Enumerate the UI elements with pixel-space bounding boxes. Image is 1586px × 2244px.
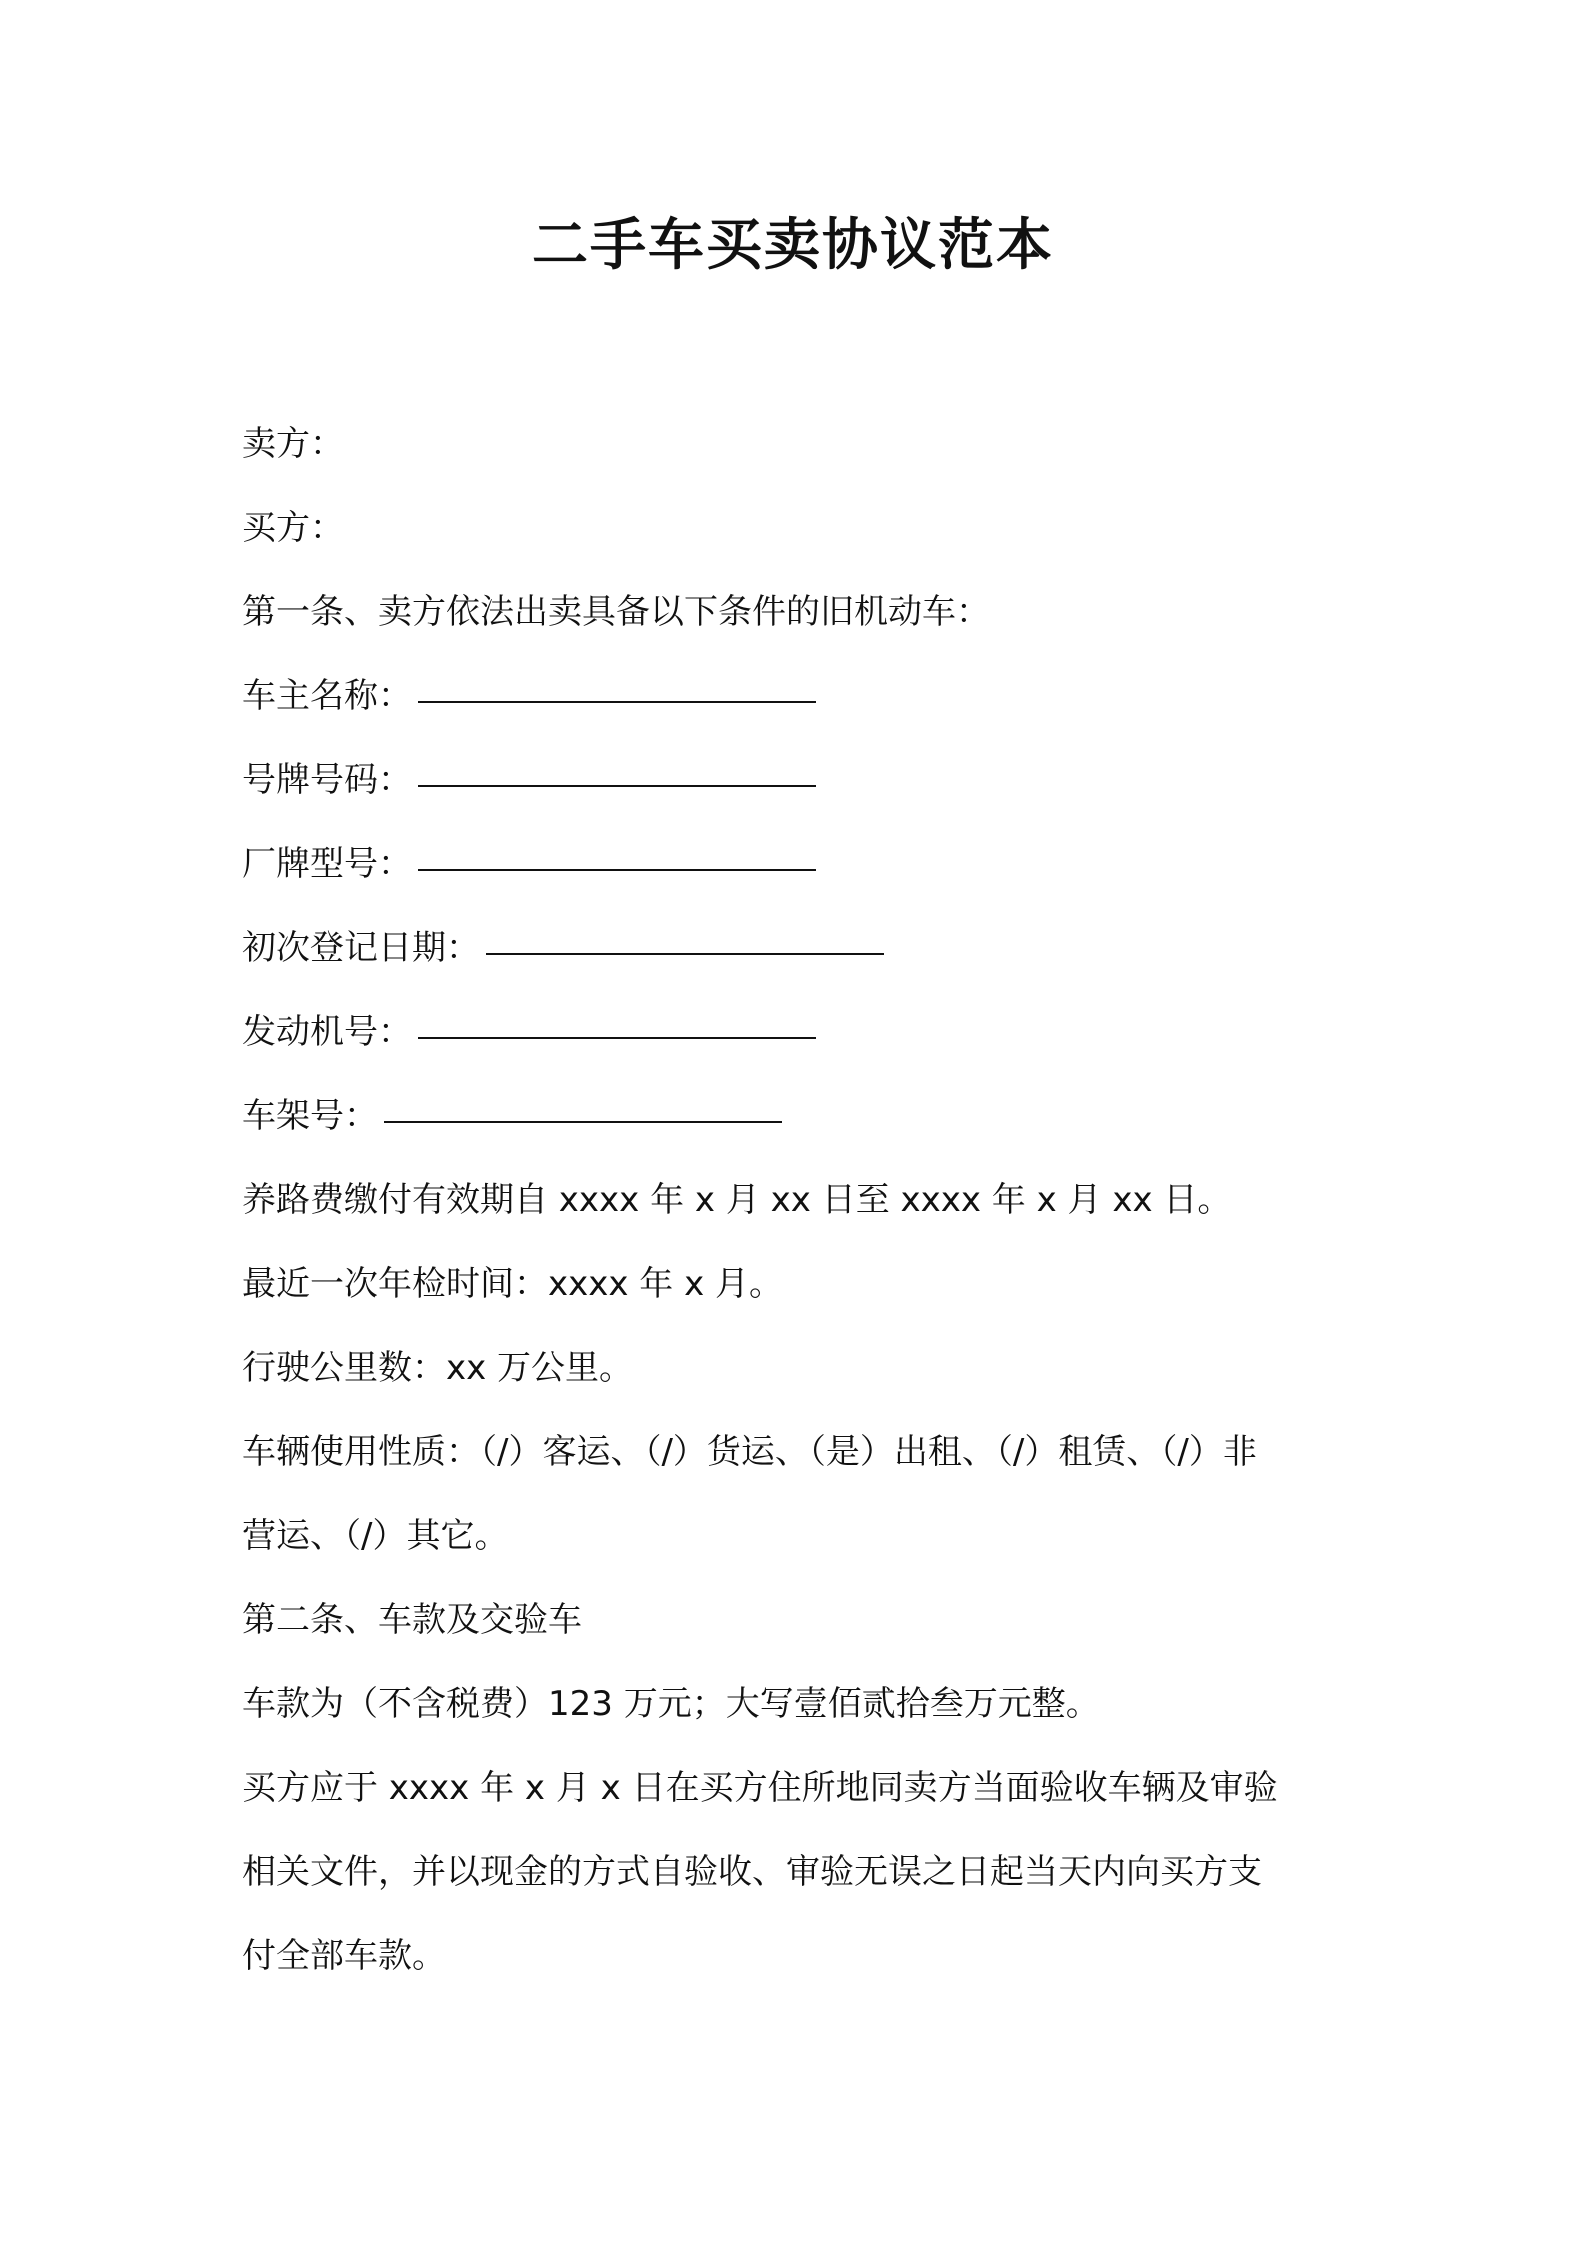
fill-in-blank	[418, 701, 816, 703]
field-label: 车主名称：	[242, 676, 412, 716]
article1-heading: 第一条、卖方依法出卖具备以下条件的旧机动车：	[242, 592, 990, 632]
document-body	[242, 402, 1362, 1998]
field-plate-number	[242, 738, 1362, 822]
usage-line-1: 车辆使用性质：（/）客运、（/）货运、（是）出租、（/）租赁、（/）非	[242, 1432, 1257, 1472]
field-engine-number	[242, 990, 1362, 1074]
payment-line-2: 相关文件，并以现金的方式自验收、审验无误之日起当天内向买方支	[242, 1852, 1262, 1892]
field-label: 发动机号：	[242, 1012, 412, 1052]
field-label: 车架号：	[242, 1096, 378, 1136]
field-frame-number	[242, 1074, 1362, 1158]
seller-line: 卖方：	[242, 424, 344, 464]
fill-in-blank	[418, 1037, 816, 1039]
field-owner-name	[242, 654, 1362, 738]
field-label: 号牌号码：	[242, 760, 412, 800]
buyer-line: 买方：	[242, 508, 344, 548]
document-title: 二手车买卖协议范本	[532, 213, 1054, 278]
fill-in-blank	[418, 785, 816, 787]
price-line: 车款为（不含税费）123 万元；大写壹佰贰拾叁万元整。	[242, 1684, 1100, 1724]
article2-heading: 第二条、车款及交验车	[242, 1600, 582, 1640]
payment-line-1: 买方应于 xxxx 年 x 月 x 日在买方住所地同卖方当面验收车辆及审验	[242, 1768, 1278, 1808]
last-inspection-line: 最近一次年检时间：xxxx 年 x 月。	[242, 1264, 784, 1304]
field-brand-model	[242, 822, 1362, 906]
payment-line-3: 付全部车款。	[242, 1936, 446, 1976]
fill-in-blank	[418, 869, 816, 871]
mileage-line: 行驶公里数：xx 万公里。	[242, 1348, 634, 1388]
road-fee-line: 养路费缴付有效期自 xxxx 年 x 月 xx 日至 xxxx 年 x 月 xx 日。	[242, 1180, 1232, 1220]
usage-line-2: 营运、（/）其它。	[242, 1516, 509, 1556]
fill-in-blank	[486, 953, 884, 955]
field-first-registration-date	[242, 906, 1362, 990]
fill-in-blank	[384, 1121, 782, 1123]
field-label: 初次登记日期：	[242, 928, 480, 968]
field-label: 厂牌型号：	[242, 844, 412, 884]
